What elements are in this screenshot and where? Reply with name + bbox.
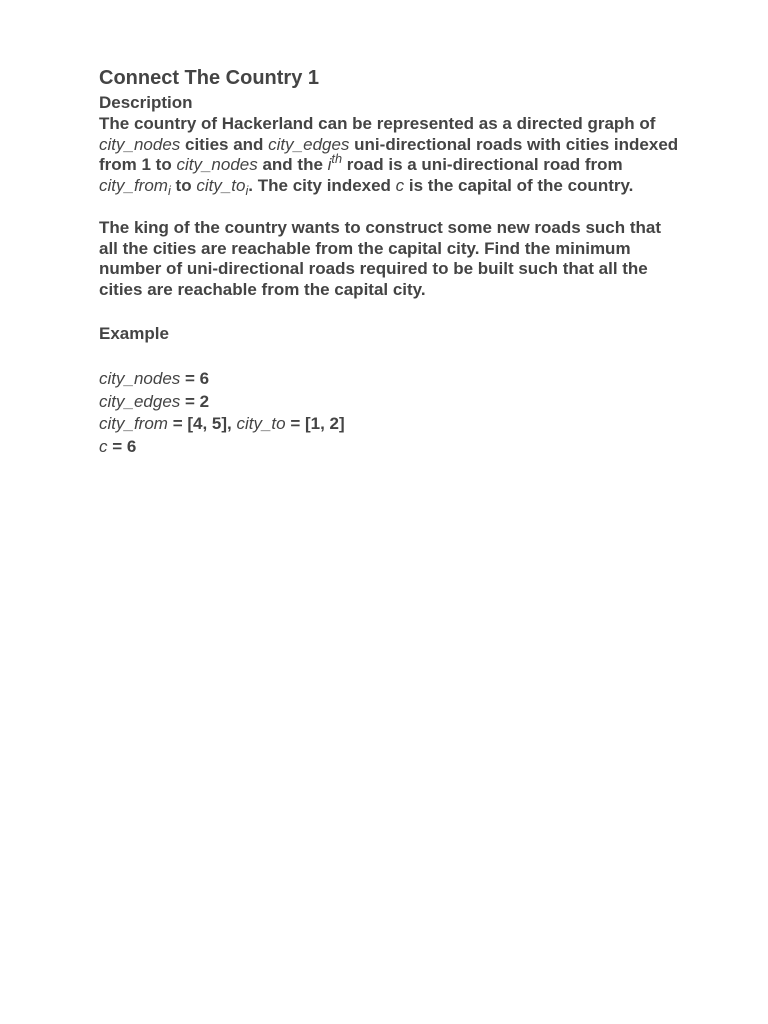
description-paragraph-2: The king of the country wants to construct some new roads such that all the cities are reachable from the capital city. Find the minimum number of uni-directional roads required to be built such that all the cities are reachable from the capital city. (99, 218, 662, 299)
var-i: i (327, 155, 332, 174)
value-text: = 6 (107, 436, 137, 456)
superscript-th: th (331, 151, 343, 166)
var-city-edges: city_edges (99, 391, 181, 411)
var-city-from: city_from (99, 414, 168, 433)
text-run: uni-directional roads with cities indexed from 1 to (99, 134, 679, 174)
var-city-to: city_to (196, 175, 246, 195)
value-text: = [4, 5], (167, 414, 237, 433)
text-run: The country of Hackerland can be represented as a directed graph of (99, 114, 656, 133)
var-c: c (99, 436, 108, 456)
var-city-to: city_to (236, 414, 286, 433)
text-run: and the (257, 155, 328, 174)
example-line-city-nodes (99, 368, 679, 391)
var-city-nodes: city_nodes (176, 155, 258, 174)
description-paragraph-1 (99, 114, 679, 196)
value-text: = 6 (180, 369, 210, 388)
value-text: = 2 (180, 391, 210, 411)
subscript-i: i (167, 182, 171, 198)
var-city-nodes: city_nodes (99, 134, 181, 154)
var-city-from: city_from (99, 175, 168, 195)
value-text: = [1, 2] (285, 414, 345, 433)
example-line-c (99, 436, 679, 459)
subscript-i: i (245, 182, 249, 198)
text-run: to (170, 175, 197, 195)
text-run: . The city indexed (248, 175, 396, 195)
example-heading: Example (99, 324, 169, 343)
text-run: cities and (180, 134, 269, 154)
problem-document (99, 64, 679, 458)
description-heading: Description (99, 93, 193, 112)
example-line-city-edges (99, 391, 679, 414)
var-c: c (395, 175, 405, 195)
var-city-edges: city_edges (268, 134, 350, 154)
text-run: road is a uni-directional road from (342, 155, 623, 174)
example-line-city-from-to (99, 413, 679, 436)
var-city-nodes: city_nodes (99, 369, 181, 388)
text-run: is the capital of the country. (404, 175, 634, 195)
page-title: Connect The Country 1 (99, 67, 320, 89)
